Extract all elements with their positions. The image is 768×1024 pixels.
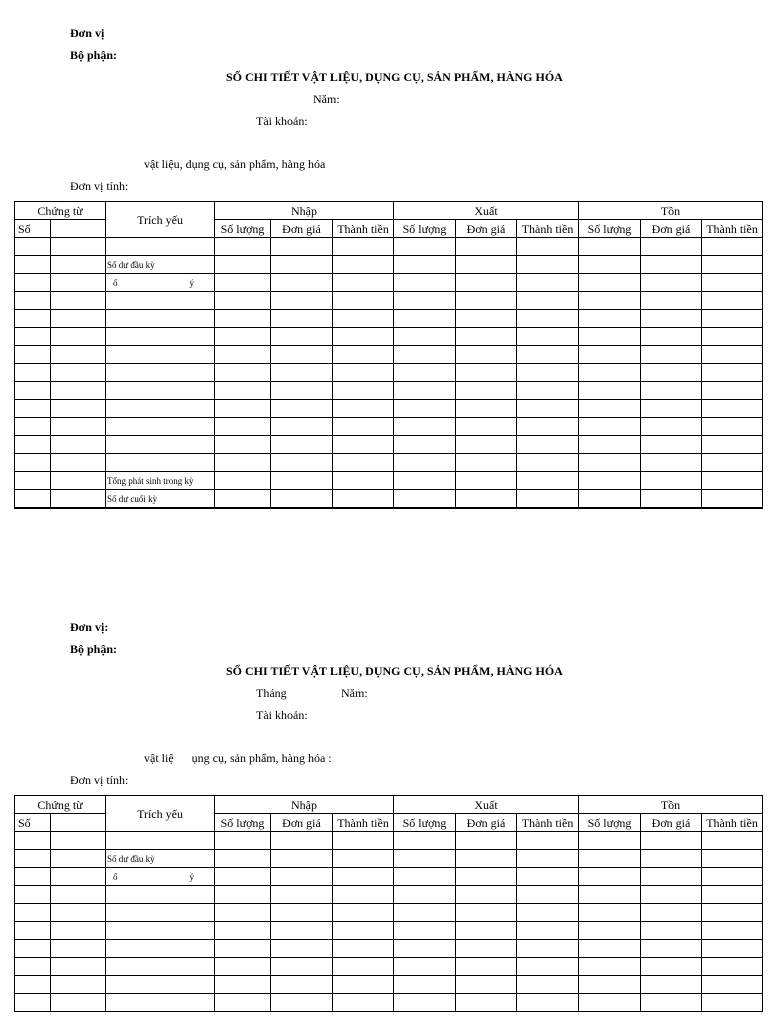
table-row — [15, 274, 763, 292]
table-row — [15, 364, 763, 382]
unit-label: Đơn vị: — [70, 620, 109, 634]
import-price-header: Đơn giá — [271, 814, 333, 832]
stock-qty-header: Số lượng — [579, 814, 641, 832]
table-row — [15, 922, 763, 940]
month-label: Tháng — [256, 686, 287, 700]
item-line: vật liệu, dụng cụ, sản phẩm, hàng hóa — [144, 157, 326, 171]
opening-balance-label: Số dư đầu kỳ — [106, 256, 215, 274]
voucher-no-header: Số — [15, 814, 51, 832]
fragment-row: ố ý — [106, 274, 215, 292]
table-row — [15, 994, 763, 1012]
closing-balance-label: Số dư cuối kỳ — [106, 490, 215, 509]
ledger-title: SỔ CHI TIẾT VẬT LIỆU, DỤNG CỤ, SẢN PHẨM, HÀNG HÓA — [226, 70, 563, 84]
table-row — [15, 292, 763, 310]
export-qty-header: Số lượng — [394, 220, 456, 238]
import-amount-header: Thành tiền — [333, 814, 394, 832]
account-label: Tài khoản: — [256, 114, 308, 128]
voucher-date-header — [51, 220, 106, 238]
stock-header: Tồn — [579, 202, 763, 220]
ledger-title: SỔ CHI TIẾT VẬT LIỆU, DỤNG CỤ, SẢN PHẨM, HÀNG HÓA — [226, 664, 563, 678]
table-row — [15, 436, 763, 454]
stock-price-header: Đơn giá — [641, 814, 702, 832]
export-price-header: Đơn giá — [456, 220, 517, 238]
table-row — [15, 328, 763, 346]
opening-balance-label: Số dư đầu kỳ — [106, 850, 215, 868]
table-row — [15, 490, 763, 509]
total-label: Tổng phát sinh trong kỳ — [106, 472, 215, 490]
table-row — [15, 346, 763, 364]
import-amount-header: Thành tiền — [333, 220, 394, 238]
fragment-row: ố ý — [106, 868, 215, 886]
table-row — [15, 418, 763, 436]
summary-header: Trích yếu — [106, 202, 215, 238]
stock-header: Tồn — [579, 796, 763, 814]
department-label: Bộ phận: — [70, 642, 118, 656]
export-price-header: Đơn giá — [456, 814, 517, 832]
table-row — [15, 868, 763, 886]
stock-qty-header: Số lượng — [579, 220, 641, 238]
ledger-table — [14, 201, 763, 509]
table-row — [15, 256, 763, 274]
voucher-header: Chứng từ — [15, 202, 106, 220]
table-row — [15, 940, 763, 958]
import-qty-header: Số lượng — [215, 220, 271, 238]
year-label: Năm: — [313, 92, 340, 106]
export-header: Xuất — [394, 796, 579, 814]
table-row — [15, 832, 763, 850]
ledger-table — [14, 795, 763, 1012]
voucher-header: Chứng từ — [15, 796, 106, 814]
table-row — [15, 382, 763, 400]
table-row — [15, 976, 763, 994]
export-qty-header: Số lượng — [394, 814, 456, 832]
stock-amount-header: Thành tiền — [702, 814, 763, 832]
voucher-no-header: Số — [15, 220, 51, 238]
item-line: vật liệ ụng cụ, sản phẩm, hàng hóa : — [144, 751, 332, 765]
department-label: Bộ phận: — [70, 48, 118, 62]
table-row — [15, 904, 763, 922]
import-header: Nhập — [215, 796, 394, 814]
table-row — [15, 310, 763, 328]
export-amount-header: Thành tiền — [517, 220, 579, 238]
unit-label: Đơn vị — [70, 26, 105, 40]
stock-price-header: Đơn giá — [641, 220, 702, 238]
export-amount-header: Thành tiền — [517, 814, 579, 832]
table-row — [15, 400, 763, 418]
table-row — [15, 238, 763, 256]
export-header: Xuất — [394, 202, 579, 220]
table-row — [15, 958, 763, 976]
stock-amount-header: Thành tiền — [702, 220, 763, 238]
measure-unit-label: Đơn vị tính: — [70, 773, 129, 787]
voucher-date-header — [51, 814, 106, 832]
table-row — [15, 886, 763, 904]
measure-unit-label: Đơn vị tính: — [70, 179, 129, 193]
summary-header: Trích yếu — [106, 796, 215, 832]
table-row — [15, 454, 763, 472]
account-label: Tài khoản: — [256, 708, 308, 722]
import-price-header: Đơn giá — [271, 220, 333, 238]
import-qty-header: Số lượng — [215, 814, 271, 832]
table-row — [15, 850, 763, 868]
year-label: Năm: — [341, 686, 368, 700]
table-row — [15, 472, 763, 490]
import-header: Nhập — [215, 202, 394, 220]
